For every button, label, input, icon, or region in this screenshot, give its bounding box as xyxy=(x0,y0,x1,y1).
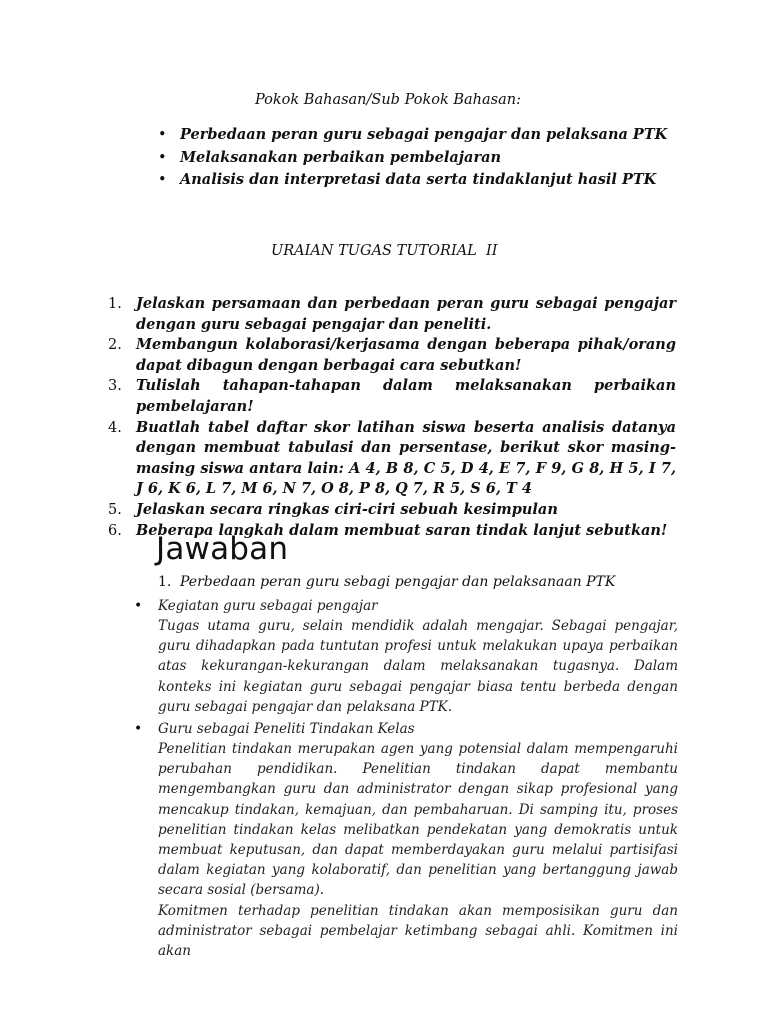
question-number: 3. xyxy=(108,378,122,395)
answer-subtitle: • Guru sebagai Peneliti Tindakan Kelas xyxy=(158,721,415,738)
question-item xyxy=(108,500,676,521)
question-text: Jelaskan secara ringkas ciri-ciri sebuah kesimpulan xyxy=(136,500,558,518)
answer-1-title xyxy=(158,574,615,590)
question-item xyxy=(108,335,676,376)
question-number: 4. xyxy=(108,419,122,436)
question-text: Tulislah tahapan-tahapan dalam melaksanakan perbaikan pembelajaran! xyxy=(136,377,676,415)
answer-item xyxy=(130,596,678,717)
answer-subtitle: • Kegiatan guru sebagai pengajar xyxy=(158,598,378,614)
topic-item: • Melaksanakan perbaikan pembelajaran xyxy=(158,147,678,170)
answer-1-number: 1. xyxy=(158,574,172,590)
question-text: Jelaskan persamaan dan perbedaan peran guru sebagai pengajar dengan guru sebagai pengajar dan peneliti. xyxy=(136,295,676,333)
question-item xyxy=(108,294,676,335)
topic-item: • Perbedaan peran guru sebagai pengajar dan pelaksana PTK xyxy=(158,124,678,147)
answer-list xyxy=(130,596,678,963)
answer-paragraph: Penelitian tindakan merupakan agen yang potensial dalam mempengaruhi perubahan pendidikan. Penelitian tindakan dapat membantu mengembangkan guru dan administrator dengan sikap profesional yang mencakup tindakan, kemajuan, dan pembaharuan. Di samping itu, proses penelitian tindakan kelas melibatkan pendekatan yang demokratis untuk membuat keputusan, dan dapat memberdayakan guru melalui partisifasi dalam kegiatan yang kolaboratif, dan penelitian yang bertanggung jawab secara sosial (bersama). xyxy=(158,741,678,899)
question-number: 1. xyxy=(108,296,122,312)
question-number: 5. xyxy=(108,501,122,518)
answer-paragraph: Komitmen terhadap penelitian tindakan akan memposisikan guru dan administrator sebagai pembelajar ketimbang sebagai ahli. Komitmen ini akan xyxy=(158,902,678,960)
question-number: 6. xyxy=(108,522,122,539)
question-number: 2. xyxy=(108,337,122,354)
answers-heading: Jawaban xyxy=(156,531,289,567)
question-list xyxy=(108,294,676,541)
topic-list xyxy=(158,124,678,192)
question-text: Beberapa langkah dalam membuat saran tindak lanjut sebutkan! xyxy=(136,521,668,539)
question-text: Buatlah tabel daftar skor latihan siswa beserta analisis datanya dengan membuat tabulasi dan persentase, berikut skor masing-masing siswa antara lain: A 4, B 8, C 5, D 4, E 7, F 9, G 8, H 5, I 7, J 6, K 6, L 7, M 6, N 7, O 8, P 8, Q 7, R 5, S 6, T 4 xyxy=(136,418,676,498)
pokok-bahasan-title: Pokok Bahasan/Sub Pokok Bahasan: xyxy=(255,92,521,108)
question-item xyxy=(108,376,676,417)
answer-item xyxy=(130,719,678,961)
answer-1-title-text: Perbedaan peran guru sebagi pengajar dan pelaksanaan PTK xyxy=(180,574,616,590)
answer-paragraph: Tugas utama guru, selain mendidik adalah mengajar. Sebagai pengajar, guru dihadapkan pada tuntutan profesi untuk melakukan upaya perbaikan atas kekurangan-kekurangan dalam melaksanakan tugasnya. Dalam konteks ini kegiatan guru sebagai pengajar biasa tentu berbeda dengan guru sebagai pengajar dan pelaksana PTK. xyxy=(158,618,678,715)
question-item xyxy=(108,418,676,500)
tutorial-title: URAIAN TUGAS TUTORIAL II xyxy=(271,243,498,259)
question-text: Membangun kolaborasi/kerjasama dengan beberapa pihak/orang dapat dibagun dengan berbagai cara sebutkan! xyxy=(136,336,676,374)
topic-item: • Analisis dan interpretasi data serta tindaklanjut hasil PTK xyxy=(158,169,678,192)
